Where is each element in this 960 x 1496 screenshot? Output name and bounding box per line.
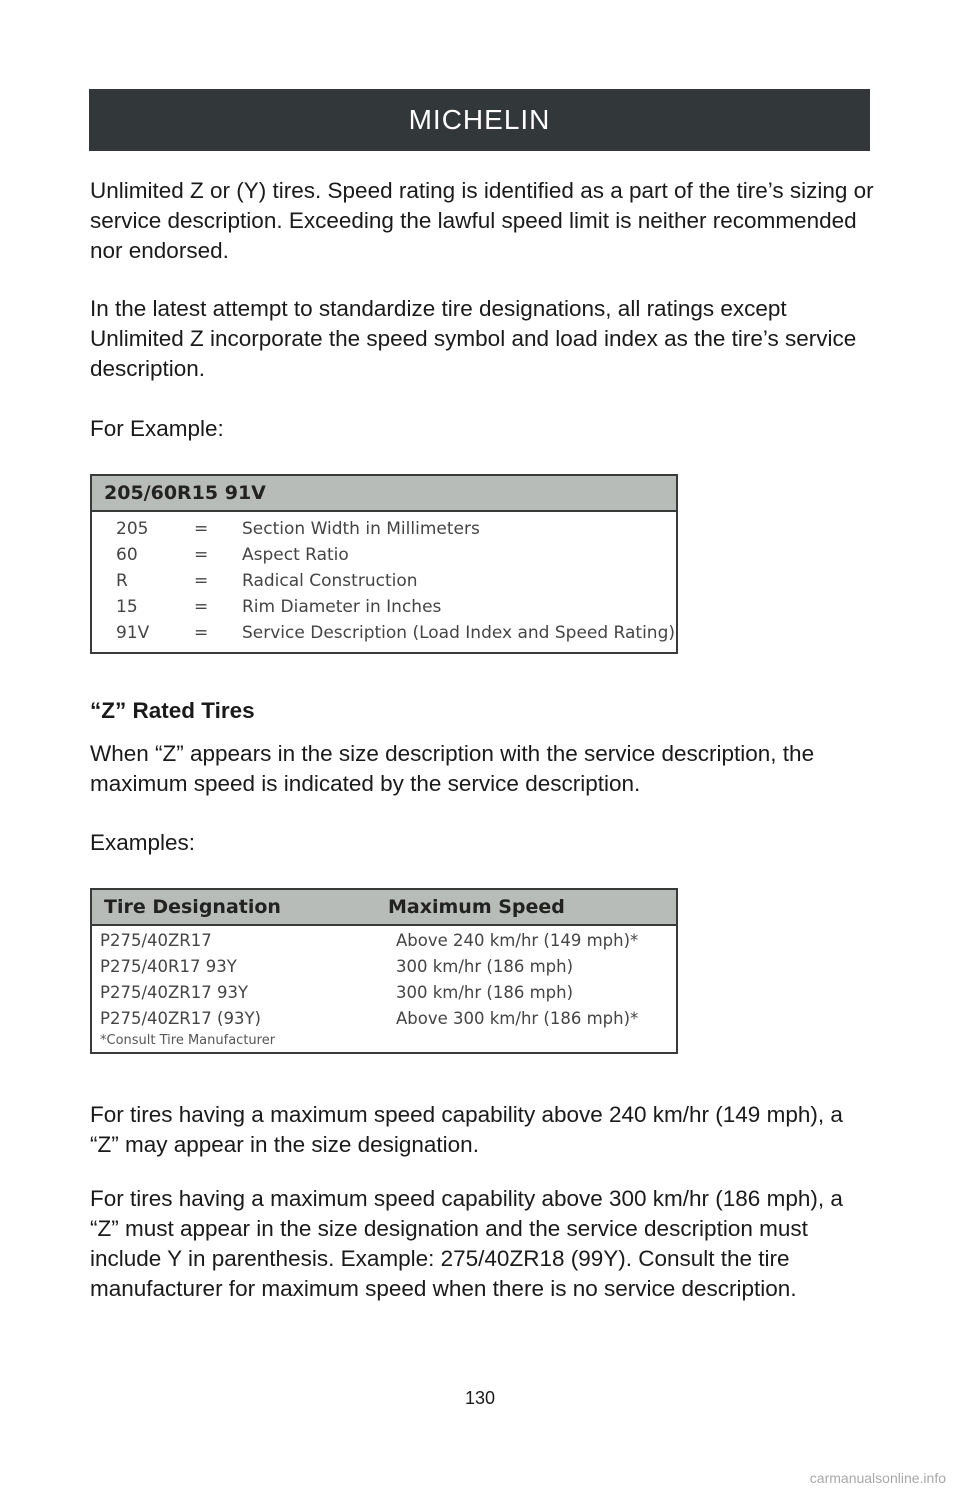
description-cell: Aspect Ratio [242,545,349,565]
table-footnote: *Consult Tire Manufacturer [100,1033,276,1048]
designation-cell: P275/40ZR17 [100,931,212,950]
maximum-speed-header: Maximum Speed [388,896,565,918]
z-rating-table [90,888,678,1054]
speed-cell: 300 km/hr (186 mph) [396,957,574,976]
table-row [92,1006,676,1032]
table-row [92,954,676,980]
z-description-paragraph: When “Z” appears in the size description with the service description, the maximum speed is indicated by the service description. [90,741,815,796]
table-row [92,980,676,1006]
equals-cell: = [194,571,209,591]
z-may-appear-paragraph: For tires having a maximum speed capability above 240 km/hr (149 mph), a “Z” may appear in the size designation. [90,1102,843,1157]
standardize-paragraph: In the latest attempt to standardize tire designations, all ratings except Unlimited Z incorporate the speed symbol and load index as the tire’s service description. [90,296,857,381]
table-row [92,594,676,620]
table-row [92,542,676,568]
designation-cell: P275/40R17 93Y [100,957,237,976]
equals-cell: = [194,623,209,643]
page-number: 130 [464,1388,496,1408]
designation-cell: P275/40ZR17 93Y [100,983,249,1002]
speed-cell: Above 240 km/hr (149 mph)* [396,931,639,950]
designation-cell: P275/40ZR17 (93Y) [100,1009,261,1028]
code-cell: R [116,571,128,591]
code-cell: 15 [116,597,138,617]
description-cell: Rim Diameter in Inches [242,597,442,617]
equals-cell: = [194,597,209,617]
table-row [92,516,676,542]
size-example-table [90,474,678,654]
z-rated-heading: “Z” Rated Tires [90,698,255,723]
code-cell: 91V [116,623,150,643]
watermark: carmanualsonline.info [809,1470,946,1486]
z-table-header [92,890,676,926]
description-cell: Section Width in Millimeters [242,519,480,539]
tire-designation-header: Tire Designation [104,896,281,918]
table-row [92,568,676,594]
z-must-appear-paragraph: For tires having a maximum speed capability above 300 km/hr (186 mph), a “Z” must appear in the size designation and the service description must include Y in parenthesis. Example: 275/40ZR18 (99Y). Consult the tire manufacturer for maximum speed when there is no service description. [90,1186,843,1301]
intro-paragraph: Unlimited Z or (Y) tires. Speed rating is identified as a part of the tire’s sizing or service description. Exceeding the lawful speed limit is neither recommended nor endorsed. [90,178,874,263]
size-example-title: 205/60R15 91V [92,476,676,512]
table-row [92,620,676,646]
equals-cell: = [194,519,209,539]
header-title: MICHELIN [408,104,551,135]
speed-cell: 300 km/hr (186 mph) [396,983,574,1002]
for-example-label: For Example: [90,416,224,441]
speed-cell: Above 300 km/hr (186 mph)* [396,1009,639,1028]
code-cell: 60 [116,545,138,565]
page-header [89,89,870,151]
examples-label: Examples: [90,830,196,855]
equals-cell: = [194,545,209,565]
code-cell: 205 [116,519,149,539]
description-cell: Service Description (Load Index and Speed Rating) [242,623,676,643]
description-cell: Radical Construction [242,571,418,591]
table-row [92,928,676,954]
